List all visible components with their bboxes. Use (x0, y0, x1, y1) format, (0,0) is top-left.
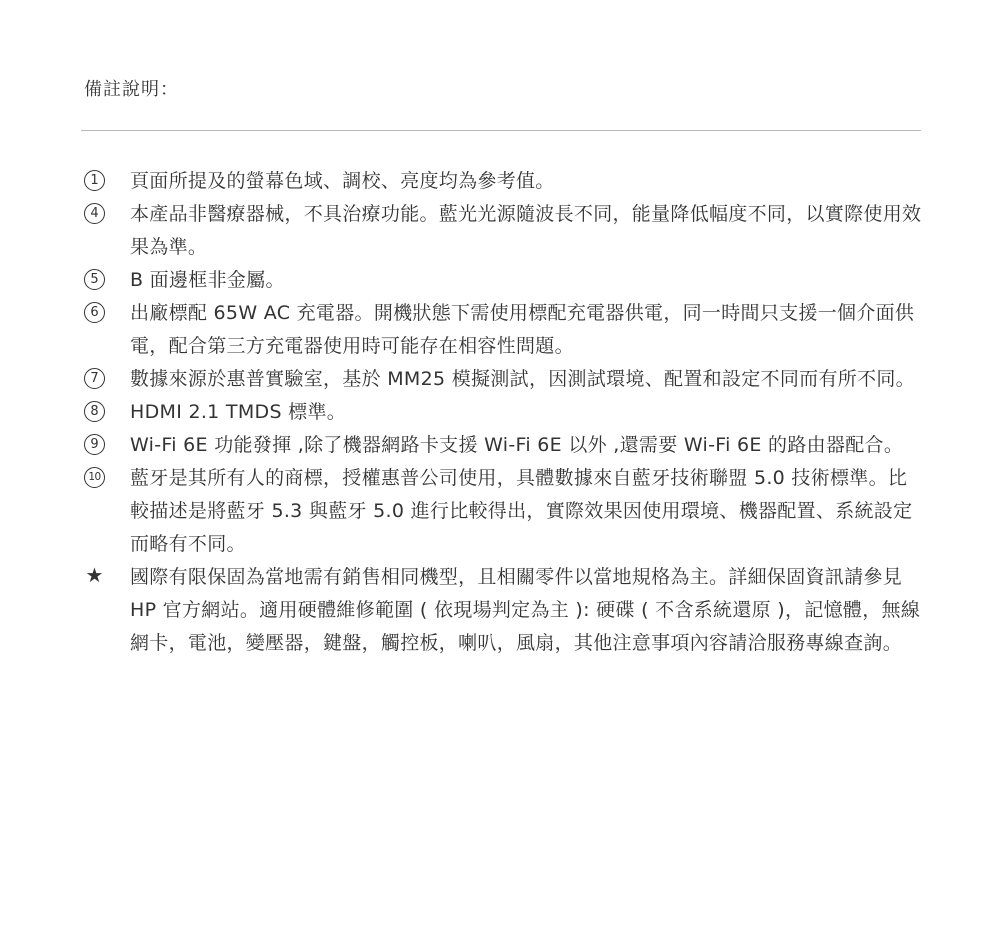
circled-number-icon: 9 (84, 434, 105, 455)
note-marker (84, 561, 130, 586)
note-item (84, 462, 944, 561)
note-text: B 面邊框非金屬。 (130, 269, 285, 291)
circled-number-icon: 10 (84, 467, 105, 488)
note-marker (84, 297, 130, 323)
divider (81, 130, 921, 131)
note-text: HDMI 2.1 TMDS 標準。 (130, 401, 347, 423)
note-marker (84, 462, 130, 488)
circled-number-icon: 1 (84, 170, 105, 191)
note-item (84, 561, 944, 660)
note-text: 本產品非醫療器械，不具治療功能。藍光光源隨波長不同，能量降低幅度不同，以實際使用效果為準。 (130, 203, 922, 258)
note-text: 藍牙是其所有人的商標，授權惠普公司使用，具體數據來自藍牙技術聯盟 5.0 技術標準。比較描述是將藍牙 5.3 與藍牙 5.0 進行比較得出，實際效果因使用環境、機器配置、系統設定而略有不同。 (130, 467, 913, 555)
note-item (84, 198, 944, 264)
circled-number-icon: 5 (84, 269, 105, 290)
circled-number-icon: 7 (84, 368, 105, 389)
note-marker (84, 165, 130, 191)
note-marker (84, 429, 130, 455)
notes-list (84, 165, 944, 660)
note-item (84, 396, 944, 429)
note-item (84, 264, 944, 297)
note-text: 國際有限保固為當地需有銷售相同機型，且相關零件以當地規格為主。詳細保固資訊請參見 HP 官方網站。適用硬體維修範圍 ( 依現場判定為主 ): 硬碟 ( 不含系統還原 )，記憶體，無線網卡，電池，變壓器，鍵盤，觸控板，喇叭，風扇，其他注意事項內容請洽服務專線查詢。 (130, 566, 921, 654)
note-item (84, 363, 944, 396)
note-marker (84, 396, 130, 422)
circled-number-icon: 4 (84, 203, 105, 224)
note-text: 頁面所提及的螢幕色域、調校、亮度均為參考值。 (130, 170, 555, 192)
note-item (84, 429, 944, 462)
notes-title: 備註說明： (84, 79, 179, 100)
note-text: 出廠標配 65W AC 充電器。開機狀態下需使用標配充電器供電，同一時間只支援一個介面供電，配合第三方充電器使用時可能存在相容性問題。 (130, 302, 915, 357)
note-item (84, 297, 944, 363)
note-marker (84, 363, 130, 389)
note-marker (84, 264, 130, 290)
note-item (84, 165, 944, 198)
circled-number-icon: 8 (84, 401, 105, 422)
note-text: Wi-Fi 6E 功能發揮 ,除了機器網路卡支援 Wi-Fi 6E 以外 ,還需要 Wi-Fi 6E 的路由器配合。 (130, 434, 904, 456)
star-icon: ★ (85, 563, 104, 587)
note-text: 數據來源於惠普實驗室，基於 MM25 模擬測試，因測試環境、配置和設定不同而有所不同。 (130, 368, 915, 390)
note-marker (84, 198, 130, 224)
circled-number-icon: 6 (84, 302, 105, 323)
